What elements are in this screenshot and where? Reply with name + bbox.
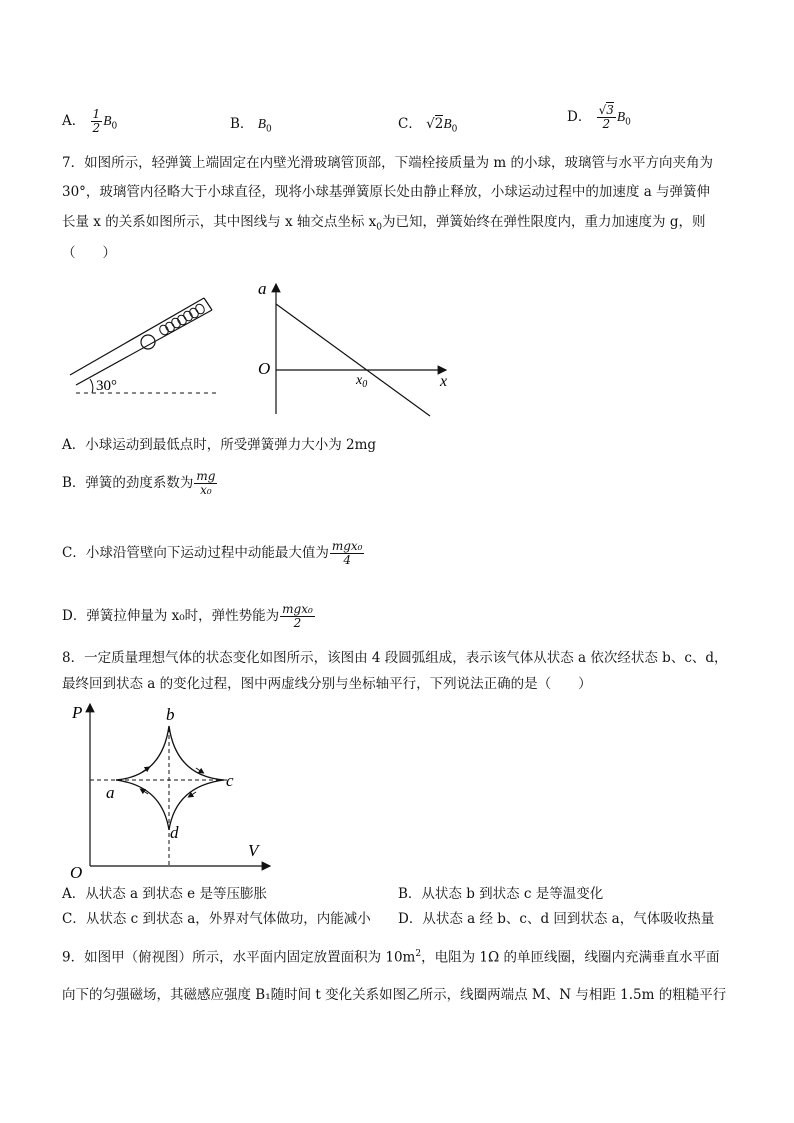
q7-option-c[interactable]: C．小球沿管壁向下运动过程中动能最大值为 $\frac{\text{mgx₀}}{4}$ [62,539,363,567]
q7-stem-line3: 长量 x 的关系如图所示，其中图线与 x 轴交点坐标 $x_0$为已知，弹簧始终在弹性限度内，重力加速度为 g，则 [62,214,706,233]
state-label-b: b [166,705,175,724]
arrow-c-to-d [190,792,196,796]
q7-option-a[interactable]: A．小球运动到最低点时，所受弹簧弹力大小为 2mg [62,437,377,453]
q7-stem-line2: 30°，玻璃管内径略大于小球直径，现将小球基弹簧原长处由静止释放，小球运动过程中的加速度 a 与弹簧伸 [62,184,711,200]
axis-label-x: x [440,373,448,390]
q6-option-a-fraction: $\frac{1}{2}$ [92,107,101,135]
q6-option-d[interactable]: D． $\frac{√3}{2}$ $B_0$ [567,103,631,131]
q7-option-d[interactable]: D．弹簧拉伸量为 x₀时，弹性势能为 $\frac{\text{mgx₀}}{2}$ [62,602,313,630]
q6-option-a[interactable]: A． $\frac{1}{2}$ $B_0$ [62,107,118,135]
state-label-a: a [106,783,115,802]
state-label-c: c [226,771,234,790]
acceleration-line [276,304,430,416]
q6-option-b[interactable]: B． $B_0$ [230,116,272,135]
spring-icon [158,303,206,337]
arrow-b-to-c [196,768,202,772]
q8-option-a[interactable]: A．从状态 a 到状态 e 是等压膨胀 [62,886,267,902]
axis-label-v: V [248,841,259,860]
state-cycle-curve [116,726,224,830]
state-label-d: d [170,823,179,842]
q9-stem-line1: 9．如图甲（俯视图）所示，水平面内固定放置面积为 $10m^2$，电阻为 1Ω 的单匝线圈，线圈内充满垂直水平面 [62,949,720,966]
axis-label-p: P [72,703,83,722]
angle-arc [90,379,93,393]
q7-d-fraction: $\frac{\text{mgx₀}}{2}$ [282,602,313,630]
q8-option-d[interactable]: D．从状态 a 经 b、c、d 回到状态 a，气体吸收热量 [398,911,715,927]
origin-label: O [70,863,83,878]
q6-option-d-fraction: $\frac{√3}{2}$ [598,103,614,131]
q8-option-c[interactable]: C．从状态 c 到状态 a，外界对气体做功，内能减小 [62,911,371,927]
q6-option-c[interactable]: C． $√2B_0$ [398,116,458,135]
q7-stem-line1: 7．如图所示，轻弹簧上端固定在内壁光滑玻璃管顶部，下端栓接质量为 m 的小球，玻璃管与水平方向夹角为 [62,155,713,171]
axis-label-a: a [258,279,267,298]
q7-c-fraction: $\frac{\text{mgx₀}}{4}$ [331,539,363,567]
q8-option-b[interactable]: B．从状态 b 到状态 c 是等温变化 [398,886,604,902]
arrow-a-to-b [142,768,148,772]
origin-label: O [258,359,271,378]
q7-answer-blank: （ ） [62,245,116,261]
q9-stem-line2: 向下的匀强磁场，其磁感应强度 B₁随时间 t 变化关系如图乙所示，线圈两端点 M、N 与相距 1.5m 的粗糙平行 [62,987,727,1003]
q7-ax-graph [250,278,460,420]
q8-pv-diagram [62,698,282,878]
q7-tube-figure [62,290,232,400]
q8-stem-line2: 最终回到状态 a 的变化过程，图中两虚线分别与坐标轴平行，下列说法正确的是（ ） [62,676,592,692]
q8-stem-line1: 8．一定质量理想气体的状态变化如图所示，该图由 4 段圆弧组成，表示该气体从状态 a 依次经状态 b、c、d， [62,650,728,666]
q7-b-fraction: $\frac{mg}{\text{x₀}}$ [196,469,216,497]
q7-option-b[interactable]: B．弹簧的劲度系数为 $\frac{mg}{\text{x₀}}$ [62,469,216,497]
sqrt-symbol: √ [426,116,435,132]
angle-label: 30° [96,378,117,394]
intercept-label: $x_0$ [356,373,368,390]
